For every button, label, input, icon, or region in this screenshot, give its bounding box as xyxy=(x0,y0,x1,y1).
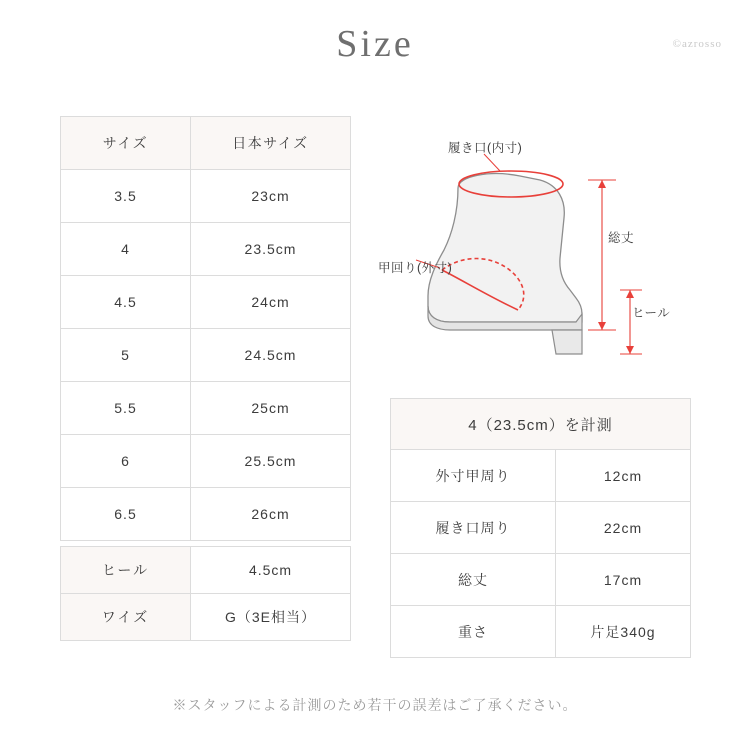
table-row xyxy=(61,488,351,541)
size-cell: 5 xyxy=(61,329,191,382)
diagram-label-total-length: 総丈 xyxy=(608,231,635,245)
size-table xyxy=(60,116,351,541)
boot-illustration xyxy=(380,140,700,370)
measure-value-total: 17cm xyxy=(556,554,691,606)
boot-measurement-diagram xyxy=(380,140,700,370)
table-header-row xyxy=(391,399,691,450)
table-header-row xyxy=(61,117,351,170)
size-table-header-size: サイズ xyxy=(61,117,191,170)
diagram-label-instep: 甲回り(外寸) xyxy=(378,261,453,275)
size-cell: 6 xyxy=(61,435,191,488)
spec-value-width: G（3E相当） xyxy=(191,594,351,641)
brand-watermark: ©azrosso xyxy=(672,38,722,50)
size-cell: 6.5 xyxy=(61,488,191,541)
table-row xyxy=(61,435,351,488)
disclaimer-note: ※スタッフによる計測のため若干の誤差はご了承ください。 xyxy=(172,697,578,713)
spec-label-heel: ヒール xyxy=(61,547,191,594)
size-cell: 4 xyxy=(61,223,191,276)
measure-label-total: 総丈 xyxy=(391,554,556,606)
page-title: Size xyxy=(336,23,414,65)
table-row xyxy=(391,554,691,606)
arrow-head-up xyxy=(626,290,634,298)
boot-shape xyxy=(428,174,582,322)
size-cell: 4.5 xyxy=(61,276,191,329)
size-cell: 5.5 xyxy=(61,382,191,435)
table-row xyxy=(391,450,691,502)
measure-label-weight: 重さ xyxy=(391,606,556,658)
table-row xyxy=(61,382,351,435)
jp-size-cell: 23cm xyxy=(191,170,351,223)
table-row xyxy=(391,606,691,658)
table-row xyxy=(61,276,351,329)
table-row xyxy=(61,547,351,594)
measure-label-opening: 履き口周り xyxy=(391,502,556,554)
measure-value-instep: 12cm xyxy=(556,450,691,502)
measure-value-opening: 22cm xyxy=(556,502,691,554)
spec-label-width: ワイズ xyxy=(61,594,191,641)
jp-size-cell: 24.5cm xyxy=(191,329,351,382)
measure-value-weight: 片足340g xyxy=(556,606,691,658)
size-cell: 3.5 xyxy=(61,170,191,223)
table-row xyxy=(391,502,691,554)
diagram-label-opening: 履き口(内寸) xyxy=(448,141,523,155)
size-table-header-jp: 日本サイズ xyxy=(191,117,351,170)
jp-size-cell: 26cm xyxy=(191,488,351,541)
jp-size-cell: 24cm xyxy=(191,276,351,329)
jp-size-cell: 25cm xyxy=(191,382,351,435)
boot-heel-block xyxy=(552,330,582,354)
arrow-head-down xyxy=(626,346,634,354)
table-row xyxy=(61,223,351,276)
arrow-head-down xyxy=(598,322,606,330)
table-row xyxy=(61,329,351,382)
spec-value-heel: 4.5cm xyxy=(191,547,351,594)
diagram-label-heel: ヒール xyxy=(632,306,671,320)
table-row xyxy=(61,170,351,223)
table-row xyxy=(61,594,351,641)
measurement-table-header: 4（23.5cm）を計測 xyxy=(391,399,691,450)
jp-size-cell: 23.5cm xyxy=(191,223,351,276)
opening-leader-line xyxy=(484,154,500,171)
jp-size-cell: 25.5cm xyxy=(191,435,351,488)
measurement-table xyxy=(390,398,691,658)
spec-table xyxy=(60,546,351,641)
arrow-head-up xyxy=(598,180,606,188)
measure-label-instep: 外寸甲周り xyxy=(391,450,556,502)
